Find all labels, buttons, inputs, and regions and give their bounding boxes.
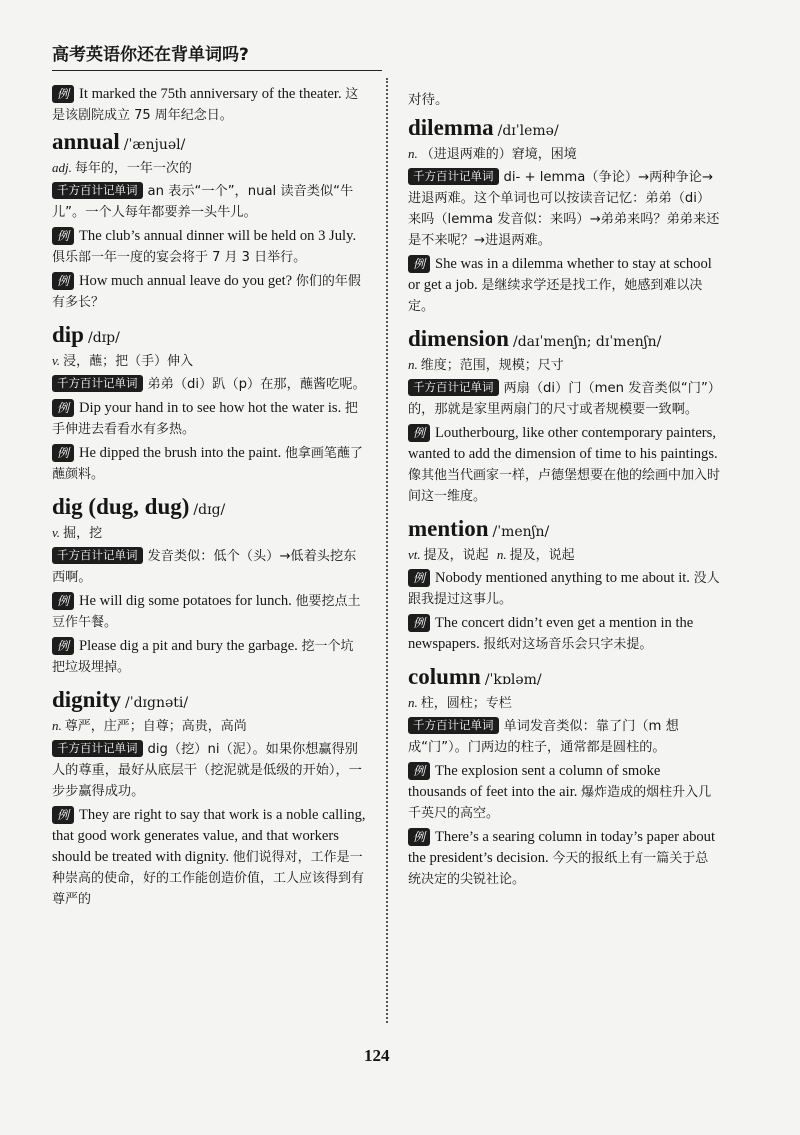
part-of-speech: n. <box>408 357 418 372</box>
left-column <box>52 84 366 920</box>
part-of-speech: n. <box>52 718 62 733</box>
example-chinese: 你们的年假有多长？ <box>52 274 361 310</box>
example-english: She was in a dilemma whether to stay at school or get a job. <box>408 256 712 293</box>
dictionary-entry <box>52 495 366 678</box>
headword: dignity <box>52 687 122 712</box>
example-english: The explosion sent a column of smoke thousands of feet into the air. <box>408 763 661 800</box>
mnemonic-tag: 千方百计记单词 <box>52 375 143 392</box>
example-english: The club’s annual dinner will be held on 3 July. <box>79 228 357 244</box>
example-chinese: 挖一个坑把垃圾埋掉。 <box>52 639 354 675</box>
meaning: 提及，说起 <box>423 548 489 563</box>
example-sentence <box>408 613 720 655</box>
mnemonic: 千方百计记单词 单词发音类似：靠了门（m 想成“门”）。门两边的柱子，通常都是圆柱的。 <box>408 718 679 755</box>
example-sentence <box>52 271 366 313</box>
meaning: 提及，说起 <box>509 548 575 563</box>
example-marker-icon: 例 <box>408 614 430 632</box>
part-of-speech: n. <box>496 547 507 562</box>
mnemonic: 千方百计记单词 弟弟（di）趴（p）在那，蘸酱吃呢。 <box>52 374 366 395</box>
mnemonic-tag: 千方百计记单词 <box>408 168 499 185</box>
mnemonic-tag: 千方百计记单词 <box>52 547 143 564</box>
phonetic: /dɪˈlemə/ <box>497 123 559 139</box>
example-english: The concert didn’t even get a mention in the newspapers. <box>408 615 694 652</box>
example-chinese: 报纸对这场音乐会只字未提。 <box>483 637 653 652</box>
phonetic: /ˈmenʃn/ <box>492 524 550 540</box>
example-english: He will dig some potatoes for lunch. <box>79 593 292 609</box>
dictionary-entry <box>52 130 366 313</box>
mnemonic-tag: 千方百计记单词 <box>408 717 499 734</box>
example-marker-icon: 例 <box>408 255 430 273</box>
example-english: They are right to say that work is a noble calling, that good work generates value, and that workers should be treated with dignity. <box>52 807 366 865</box>
example-english: Loutherbourg, like other contemporary painters, wanted to add the dimension of time to his paintings. <box>408 425 718 462</box>
headword: mention <box>408 516 489 541</box>
dictionary-entry <box>408 327 720 507</box>
definition <box>408 693 720 714</box>
example-english: There’s a searing column in today’s paper about the president’s decision. <box>408 829 716 866</box>
mnemonic: 千方百计记单词 an 表示“一个”，nual 读音类似“牛儿”。一个人每年都要养一头牛儿。 <box>52 183 354 220</box>
mnemonic: 千方百计记单词 di- + lemma（争论）→两种争论→进退两难。这个单词也可以按读音记忆：弟弟（di）来吗（lemma 发音似：来吗）→弟弟来吗？弟弟来还是不来呢？→进退两难。 <box>408 169 720 248</box>
dictionary-entry <box>52 688 366 910</box>
example-marker-icon: 例 <box>52 592 74 610</box>
meaning: 浸，蘸；把（手）伸入 <box>63 354 194 369</box>
definition <box>52 716 366 737</box>
meaning: 尊严，庄严；自尊；高贵，高尚 <box>64 719 247 734</box>
part-of-speech: adj. <box>52 160 72 175</box>
mnemonic: 千方百计记单词 dig（挖）ni（泥）。如果你想赢得别人的尊重，最好从底层干（挖泥就是低级的开始），一步步赢得成功。 <box>52 741 362 799</box>
phonetic: /dɪg/ <box>193 502 226 518</box>
right-column <box>408 88 720 900</box>
example-english: Please dig a pit and bury the garbage. <box>79 638 298 654</box>
mnemonic-tag: 千方百计记单词 <box>52 182 143 199</box>
example-english: How much annual leave do you get? <box>79 273 293 289</box>
headword: dig (dug, dug) <box>52 494 190 519</box>
example-chinese: 他要挖点土豆作午餐。 <box>52 594 361 630</box>
example-sentence <box>52 226 366 268</box>
example-marker-icon: 例 <box>52 637 74 655</box>
example-sentence <box>52 805 366 910</box>
example-sentence <box>52 398 366 440</box>
example-chinese: 没人跟我提过这事儿。 <box>408 571 720 607</box>
example-chinese: 爆炸造成的烟柱升入几千英尺的高空。 <box>408 785 712 821</box>
example-sentence <box>408 761 720 824</box>
example-english: Nobody mentioned anything to me about it. <box>435 570 690 586</box>
meaning: 柱，圆柱；专栏 <box>420 696 512 711</box>
mnemonic-tag: 千方百计记单词 <box>408 379 499 396</box>
part-of-speech: vt. <box>408 547 421 562</box>
example-sentence <box>408 827 720 890</box>
example-english: Dip your hand in to see how hot the water is. <box>79 400 342 416</box>
definition <box>408 144 720 165</box>
dictionary-entry <box>408 665 720 890</box>
part-of-speech: v. <box>52 525 61 540</box>
phonetic: /ˈkɒləm/ <box>484 672 542 688</box>
meaning: （进退两难的）窘境，困境 <box>420 147 577 162</box>
meaning: 每年的，一年一次的 <box>74 161 192 176</box>
example-marker-icon: 例 <box>52 806 74 824</box>
example-marker-icon: 例 <box>408 828 430 846</box>
example-marker-icon: 例 <box>52 444 74 462</box>
intro-example: 例 It marked the 75th anniversary of the theater. 这是该剧院成立 75 周年纪念日。 <box>52 86 359 123</box>
meaning: 维度；范围，规模；尺寸 <box>420 358 564 373</box>
mnemonic-tag: 千方百计记单词 <box>52 740 143 757</box>
running-header: 高考英语你还在背单词吗? <box>52 40 382 71</box>
continuation-text: 对待。 <box>408 92 449 108</box>
phonetic: /dɪp/ <box>87 330 120 346</box>
example-sentence <box>408 568 720 610</box>
example-sentence <box>52 443 366 485</box>
dictionary-entry <box>408 517 720 655</box>
example-marker-icon: 例 <box>52 227 74 245</box>
mnemonic: 千方百计记单词 两扇（di）门（men 发音类似“门”）的，那就是家里两扇门的尺寸或者规模要一致啊。 <box>408 380 715 417</box>
headword: dimension <box>408 326 509 351</box>
example-chinese: 把手伸进去看看水有多热。 <box>52 401 358 437</box>
example-chinese: 像其他当代画家一样，卢德堡想要在他的绘画中加入时间这一维度。 <box>408 468 721 504</box>
example-marker-icon: 例 <box>52 272 74 290</box>
definition <box>408 545 720 566</box>
example-chinese: 是继续求学还是找工作，她感到难以决定。 <box>408 278 703 314</box>
part-of-speech: n. <box>408 146 418 161</box>
headword: dip <box>52 322 84 347</box>
example-marker-icon: 例 <box>408 762 430 780</box>
example-sentence <box>52 591 366 633</box>
headword: dilemma <box>408 115 494 140</box>
part-of-speech: n. <box>408 695 418 710</box>
example-sentence <box>52 636 366 678</box>
example-english: He dipped the brush into the paint. <box>79 445 282 461</box>
definition <box>408 355 720 376</box>
example-sentence <box>408 254 720 317</box>
mnemonic: 千方百计记单词 发音类似：低个（头）→低着头挖东西啊。 <box>52 548 357 585</box>
headword: column <box>408 664 481 689</box>
definition <box>52 158 366 179</box>
phonetic: /ˈænjuəl/ <box>123 137 186 153</box>
example-marker-icon: 例 <box>408 424 430 442</box>
meaning: 掘，挖 <box>63 526 103 541</box>
example-sentence <box>408 423 720 507</box>
example-marker-icon: 例 <box>52 85 74 103</box>
column-divider <box>386 78 388 1023</box>
example-chinese: 俱乐部一年一度的宴会将于 7 月 3 日举行。 <box>52 250 307 265</box>
phonetic: /ˈdɪgnəti/ <box>125 695 189 711</box>
example-marker-icon: 例 <box>52 399 74 417</box>
phonetic: /daɪˈmenʃn; dɪˈmenʃn/ <box>512 334 662 350</box>
dictionary-entry <box>52 323 366 485</box>
part-of-speech: v. <box>52 353 61 368</box>
example-chinese: 他拿画笔蘸了蘸颜料。 <box>52 446 363 482</box>
headword: annual <box>52 129 120 154</box>
definition <box>52 351 366 372</box>
example-chinese: 今天的报纸上有一篇关于总统决定的尖锐社论。 <box>408 851 709 887</box>
page-number: 124 <box>364 1046 390 1065</box>
dictionary-entry <box>408 116 720 317</box>
example-chinese: 他们说得对，工作是一种崇高的使命，好的工作能创造价值，工人应该得到有尊严的 <box>52 850 365 907</box>
example-marker-icon: 例 <box>408 569 430 587</box>
definition <box>52 523 366 544</box>
